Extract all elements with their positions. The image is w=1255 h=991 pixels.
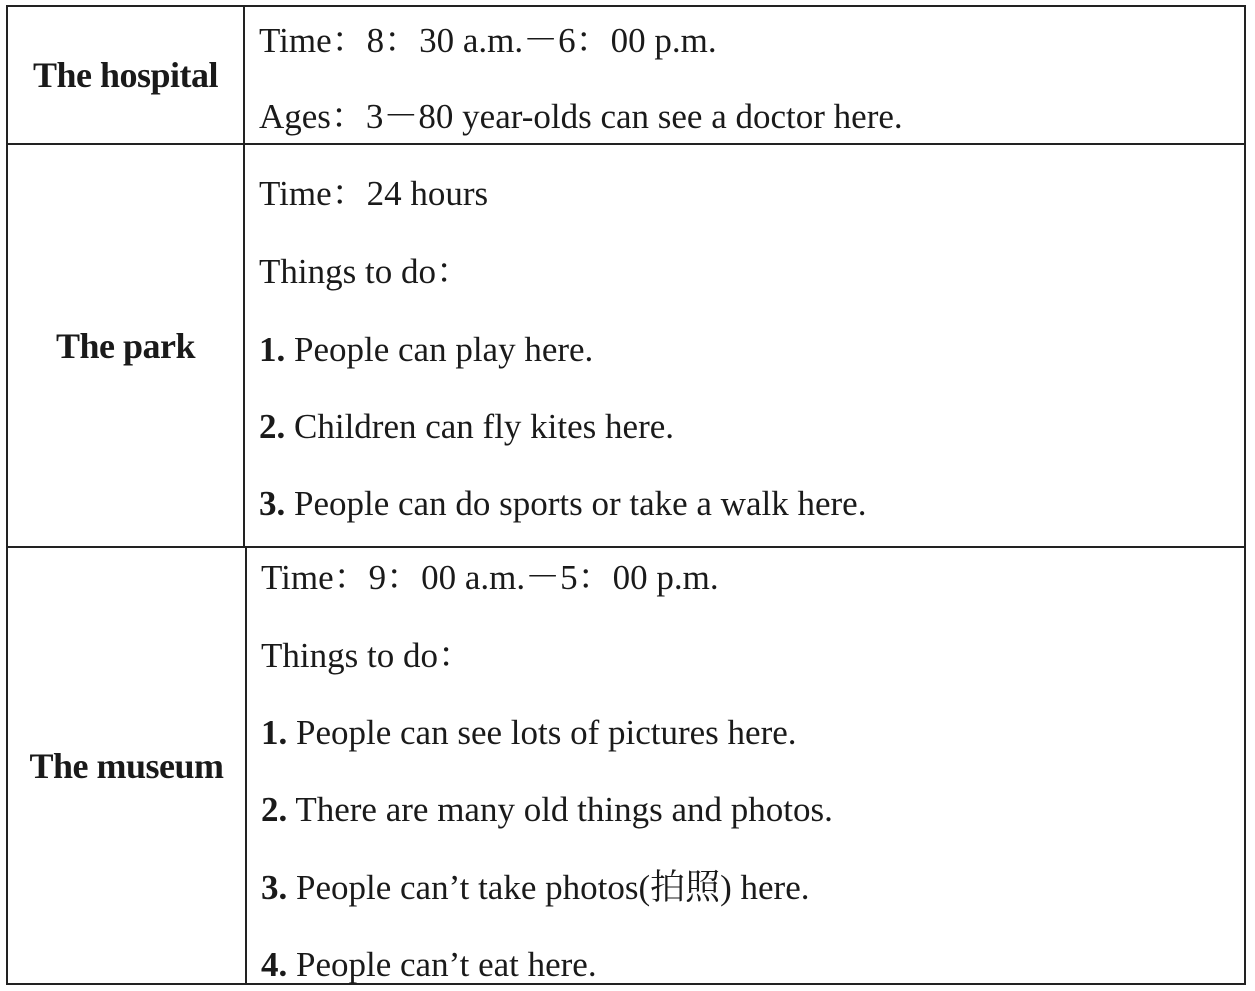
place-name: The park	[55, 325, 196, 366]
info-cell-museum	[247, 548, 1244, 983]
place-name: The hospital	[32, 55, 219, 95]
info-line	[261, 560, 719, 595]
line-text: Things to do：	[261, 636, 473, 675]
line-text: Time：24 hours	[259, 174, 489, 213]
info-line	[259, 99, 903, 134]
item-number: 4.	[261, 945, 288, 984]
info-line	[261, 638, 473, 673]
place-name: The museum	[29, 745, 224, 786]
line-text: Time：8：30 a.m.－6：00 p.m.	[259, 21, 717, 60]
places-table	[6, 5, 1246, 985]
line-text: Time：9：00 a.m.－5：00 p.m.	[261, 558, 719, 597]
item-number: 3.	[261, 868, 288, 907]
line-text: People can see lots of pictures here.	[287, 713, 797, 752]
line-text: People can play here.	[285, 330, 594, 369]
line-text: There are many old things and photos.	[287, 790, 833, 829]
table-row-hospital	[8, 7, 1244, 145]
info-cell-park	[245, 145, 1244, 546]
item-number: 1.	[259, 330, 286, 369]
line-text: People can’t take photos(拍照) here.	[287, 868, 810, 907]
line-text: Children can fly kites here.	[285, 407, 675, 446]
info-cell-hospital	[245, 7, 1244, 143]
info-line	[259, 254, 471, 289]
list-item	[261, 947, 597, 982]
item-number: 2.	[261, 790, 288, 829]
line-text: People can’t eat here.	[287, 945, 597, 984]
line-text: Ages：3－80 year-olds can see a doctor here.	[259, 97, 903, 136]
item-number: 2.	[259, 407, 286, 446]
place-cell-park	[8, 145, 245, 546]
table-row-park	[8, 145, 1244, 548]
list-item	[261, 870, 810, 905]
table-row-museum	[8, 548, 1244, 983]
line-text: Things to do：	[259, 252, 471, 291]
list-item	[259, 486, 866, 521]
list-item	[259, 332, 593, 367]
info-line	[259, 23, 717, 58]
line-text: People can do sports or take a walk here.	[285, 484, 867, 523]
list-item	[261, 792, 833, 827]
item-number: 1.	[261, 713, 288, 752]
list-item	[261, 715, 797, 750]
place-cell-museum	[8, 548, 247, 983]
item-number: 3.	[259, 484, 286, 523]
info-line	[259, 176, 488, 211]
list-item	[259, 409, 674, 444]
place-cell-hospital	[8, 7, 245, 143]
